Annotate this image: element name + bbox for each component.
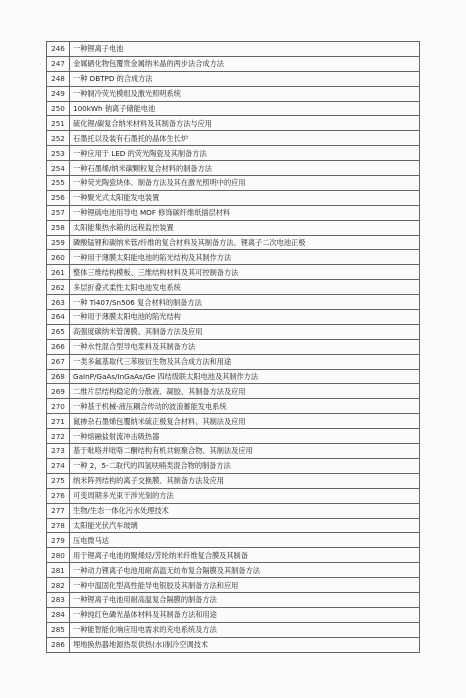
row-number: 276 [47,488,70,503]
row-title: 多层折叠式柔性太阳电池发电系统 [70,280,420,295]
row-title: 金属硒化物包覆贵金属纳米晶的两步法合成方法 [70,56,420,71]
table-row [47,131,420,146]
table-row [47,190,420,205]
row-title: 一种水性混合型导电浆料及其制备方法 [70,339,420,354]
row-number: 247 [47,56,70,71]
row-number: 270 [47,399,70,414]
row-number: 250 [47,101,70,116]
table-row [47,399,420,414]
table-row [47,42,420,57]
table-row [47,473,420,488]
row-title: 一种聚光式太阳能发电装置 [70,190,420,205]
table-row [47,518,420,533]
table-row [47,444,420,459]
table-row [47,56,420,71]
row-number: 274 [47,458,70,473]
row-title: 硫化锂/碳复合纳米材料及其制备方法与应用 [70,116,420,131]
row-number: 284 [47,607,70,622]
row-number: 259 [47,235,70,250]
row-title: 用于锂离子电池的聚烯烃/芳纶纳米纤维复合膜及其制备 [70,548,420,563]
row-title: 一类多氟基取代三苯胺衍生物及其合成方法和用途 [70,354,420,369]
row-title: 二维片层结构稳定的分散液、凝胶、其制备方法及应用 [70,384,420,399]
table-body [47,42,420,653]
row-number: 264 [47,310,70,325]
row-title: 可变周期多光束干涉光刻的方法 [70,488,420,503]
row-title: 太阳能集热水箱的远程监控装置 [70,220,420,235]
row-title: 整体三维结构模板、三维结构材料及其可控制备方法 [70,265,420,280]
row-title: 石墨托以及装有石墨托的晶体生长炉 [70,131,420,146]
row-number: 265 [47,324,70,339]
row-number: 286 [47,637,70,652]
table-row [47,86,420,101]
table-row [47,101,420,116]
table-row [47,503,420,518]
row-title: 一种石墨烯/纳米碳颗粒复合材料的制备方法 [70,161,420,176]
row-number: 255 [47,176,70,191]
row-title: 100kWh 钠离子储能电池 [70,101,420,116]
row-number: 278 [47,518,70,533]
row-number: 283 [47,592,70,607]
patent-list-table [46,41,420,653]
row-number: 282 [47,578,70,593]
row-number: 258 [47,220,70,235]
row-number: 272 [47,429,70,444]
row-title: 一种用于薄膜太阳电池的陷光结构 [70,310,420,325]
row-number: 275 [47,473,70,488]
row-number: 256 [47,190,70,205]
row-title: 纳米阵列结构的离子交换膜、其制备方法及应用 [70,473,420,488]
row-number: 268 [47,369,70,384]
table-row [47,354,420,369]
row-title: 一种用于薄膜太阳能电池的陷光结构及其制作方法 [70,250,420,265]
table-row [47,414,420,429]
table-row [47,369,420,384]
table-row [47,488,420,503]
row-number: 271 [47,414,70,429]
table-row [47,220,420,235]
row-number: 251 [47,116,70,131]
table-row [47,324,420,339]
row-title: 磷酸锰锂和碳纳米管/纤维的复合材料及其制备方法、锂离子二次电池正极 [70,235,420,250]
table-row [47,578,420,593]
row-number: 257 [47,205,70,220]
row-title: 一种荧光陶瓷块体、制备方法及其在激光照明中的应用 [70,176,420,191]
table-row [47,235,420,250]
row-title: 一种纯红色磷光晶体材料及其制备方法和用途 [70,607,420,622]
table-row [47,384,420,399]
table-row [47,637,420,652]
table-row [47,339,420,354]
row-number: 262 [47,280,70,295]
row-title: 高强度碳纳米管薄膜、其制备方法及应用 [70,324,420,339]
table-row [47,533,420,548]
row-title: 一种锂离子电池 [70,42,420,57]
row-title: GaInP/GaAs/InGaAs/Ge 四结级联太阳电池及其制作方法 [70,369,420,384]
row-title: 一种应用于 LED 的荧光陶瓷及其制备方法 [70,146,420,161]
row-number: 248 [47,71,70,86]
row-title: 一种 2，5-二取代的四氢呋喃类混合物的制备方法 [70,458,420,473]
row-number: 269 [47,384,70,399]
row-number: 263 [47,295,70,310]
row-number: 285 [47,622,70,637]
row-title: 氮掺杂石墨烯包覆纳米硫正极复合材料、其制法及应用 [70,414,420,429]
row-title: 一种能智能化响应用电需求的充电系统及方法 [70,622,420,637]
row-number: 267 [47,354,70,369]
row-number: 253 [47,146,70,161]
row-number: 246 [47,42,70,57]
table-row [47,458,420,473]
row-title: 太阳能光伏汽车玻璃 [70,518,420,533]
row-number: 260 [47,250,70,265]
row-number: 279 [47,533,70,548]
table-row [47,250,420,265]
table-row [47,205,420,220]
table-row [47,592,420,607]
row-number: 252 [47,131,70,146]
row-number: 281 [47,563,70,578]
table-row [47,295,420,310]
table-row [47,146,420,161]
row-title: 生物/生态一体化污水处理技术 [70,503,420,518]
table-row [47,280,420,295]
table-row [47,265,420,280]
row-title: 一种锂离子电池用耐高温复合隔膜的制备方法 [70,592,420,607]
row-number: 277 [47,503,70,518]
table-row [47,429,420,444]
table-row [47,622,420,637]
table-row [47,116,420,131]
row-title: 基于吡咯并吡咯二酮结构有机共轭聚合物、其制法及应用 [70,444,420,459]
table-row [47,310,420,325]
table-row [47,71,420,86]
row-number: 266 [47,339,70,354]
row-title: 一种中温固化型高性能导电银胶及其制备方法和应用 [70,578,420,593]
row-title: 一种 DBTPD 的合成方法 [70,71,420,86]
row-title: 压电微马达 [70,533,420,548]
table-row [47,607,420,622]
row-number: 254 [47,161,70,176]
table-row [47,563,420,578]
table-row [47,176,420,191]
row-title: 一种基于机械-液压耦合传动的波浪蓄能发电系统 [70,399,420,414]
row-title: 一种熔融盐射流冲击吸热器 [70,429,420,444]
row-number: 261 [47,265,70,280]
row-number: 273 [47,444,70,459]
row-title: 一种动力锂离子电池用耐高温无纺布复合隔膜及其制备方法 [70,563,420,578]
row-title: 一种制冷荧光模组及激光照明系统 [70,86,420,101]
row-number: 249 [47,86,70,101]
table-row [47,548,420,563]
row-title: 埋地换热器地源热泵供热(水)制冷空调技术 [70,637,420,652]
row-title: 一种 Ti407/Sn506 复合材料的制备方法 [70,295,420,310]
row-number: 280 [47,548,70,563]
row-title: 一种锂硫电池用导电 MOF 修饰碳纤维纸插层材料 [70,205,420,220]
table-row [47,161,420,176]
